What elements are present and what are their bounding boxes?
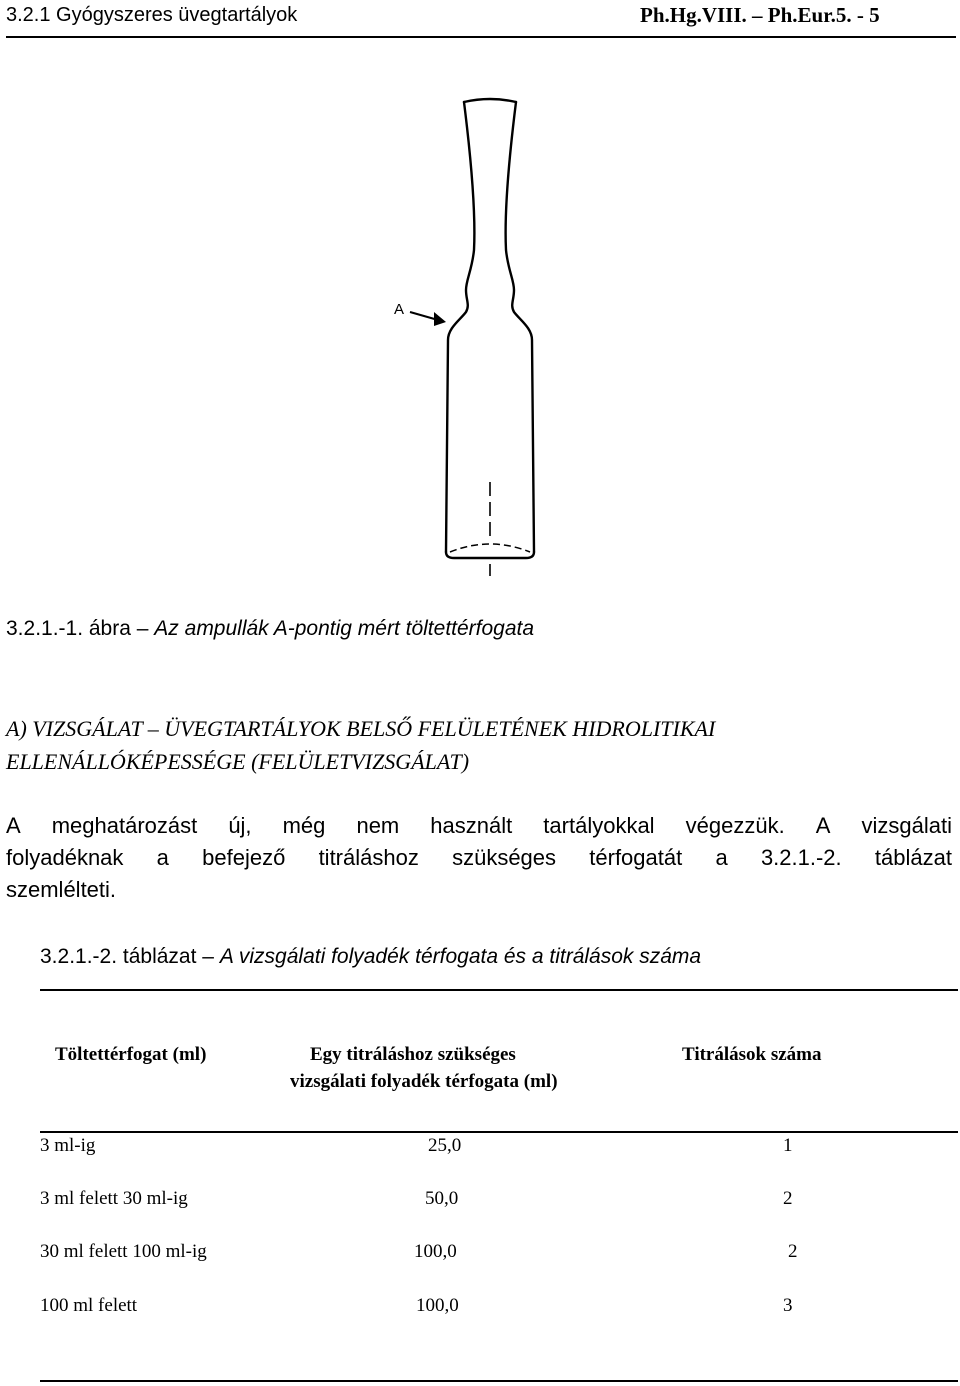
ampoule-right-outline	[506, 102, 534, 552]
header-test-liquid-line2: vizsgálati folyadék térfogata (ml)	[290, 1071, 558, 1092]
cell-test-liquid: 25,0	[428, 1135, 462, 1156]
figure-number: 3.2.1.-1. ábra	[6, 617, 131, 640]
header-fill-volume: Töltettérfogat (ml)	[55, 1044, 207, 1065]
figure-title: Az ampullák A-pontig mért töltettérfogata	[154, 617, 535, 640]
cell-test-liquid: 100,0	[414, 1241, 457, 1262]
cell-test-liquid: 50,0	[425, 1188, 459, 1209]
table-top-rule	[40, 989, 958, 991]
paragraph-line1: A meghatározást új, még nem használt tartályokkal végezzük. A vizsgálati	[6, 813, 952, 838]
table-caption-dash: –	[202, 945, 214, 968]
cell-volume: 3 ml-ig	[40, 1135, 96, 1156]
table-number: 3.2.1.-2. táblázat	[40, 945, 197, 968]
cell-volume: 30 ml felett 100 ml-ig	[40, 1241, 207, 1262]
ampoule-base-curve	[450, 544, 530, 552]
section-title: 3.2.1 Gyógyszeres üvegtartályok	[6, 4, 298, 26]
ampoule-figure	[380, 90, 550, 585]
ampoule-base	[446, 552, 534, 558]
point-a-arrowhead	[434, 312, 446, 326]
cell-test-liquid: 100,0	[416, 1295, 459, 1316]
paragraph	[6, 810, 952, 906]
paragraph-line3: szemlélteti.	[6, 877, 117, 902]
ampoule-tip	[464, 99, 516, 102]
point-a-label: A	[394, 301, 405, 318]
figure-caption	[6, 617, 534, 641]
paragraph-line2: folyadéknak a befejező titráláshoz szükséges térfogatát a 3.2.1.-2. táblázat	[6, 845, 952, 870]
pharmacopoeia-reference: Ph.Hg.VIII. – Ph.Eur.5. - 5	[640, 3, 880, 27]
cell-titrations: 2	[788, 1241, 798, 1262]
test-heading-line1: A) VIZSGÁLAT – ÜVEGTARTÁLYOK BELSŐ FELÜLETÉNEK HIDROLITIKAI	[6, 716, 716, 741]
cell-titrations: 3	[783, 1295, 793, 1316]
test-heading-line2: ELLENÁLLÓKÉPESSÉGE (FELÜLETVIZSGÁLAT)	[6, 749, 470, 774]
ampoule-left-outline	[446, 102, 474, 552]
table-title: A vizsgálati folyadék térfogata és a titrálások száma	[219, 945, 702, 968]
point-a-leader	[410, 312, 438, 320]
header-rule	[6, 36, 956, 38]
cell-titrations: 2	[783, 1188, 793, 1209]
table-bottom-rule	[40, 1380, 958, 1382]
cell-titrations: 1	[783, 1135, 793, 1156]
header-titrations: Titrálások száma	[682, 1044, 822, 1065]
table-caption	[40, 945, 701, 969]
caption-dash: –	[136, 617, 149, 640]
table-header-rule	[40, 1131, 958, 1133]
header-test-liquid-line1: Egy titráláshoz szükséges	[310, 1044, 516, 1065]
cell-volume: 3 ml felett 30 ml-ig	[40, 1188, 188, 1209]
cell-volume: 100 ml felett	[40, 1295, 138, 1316]
